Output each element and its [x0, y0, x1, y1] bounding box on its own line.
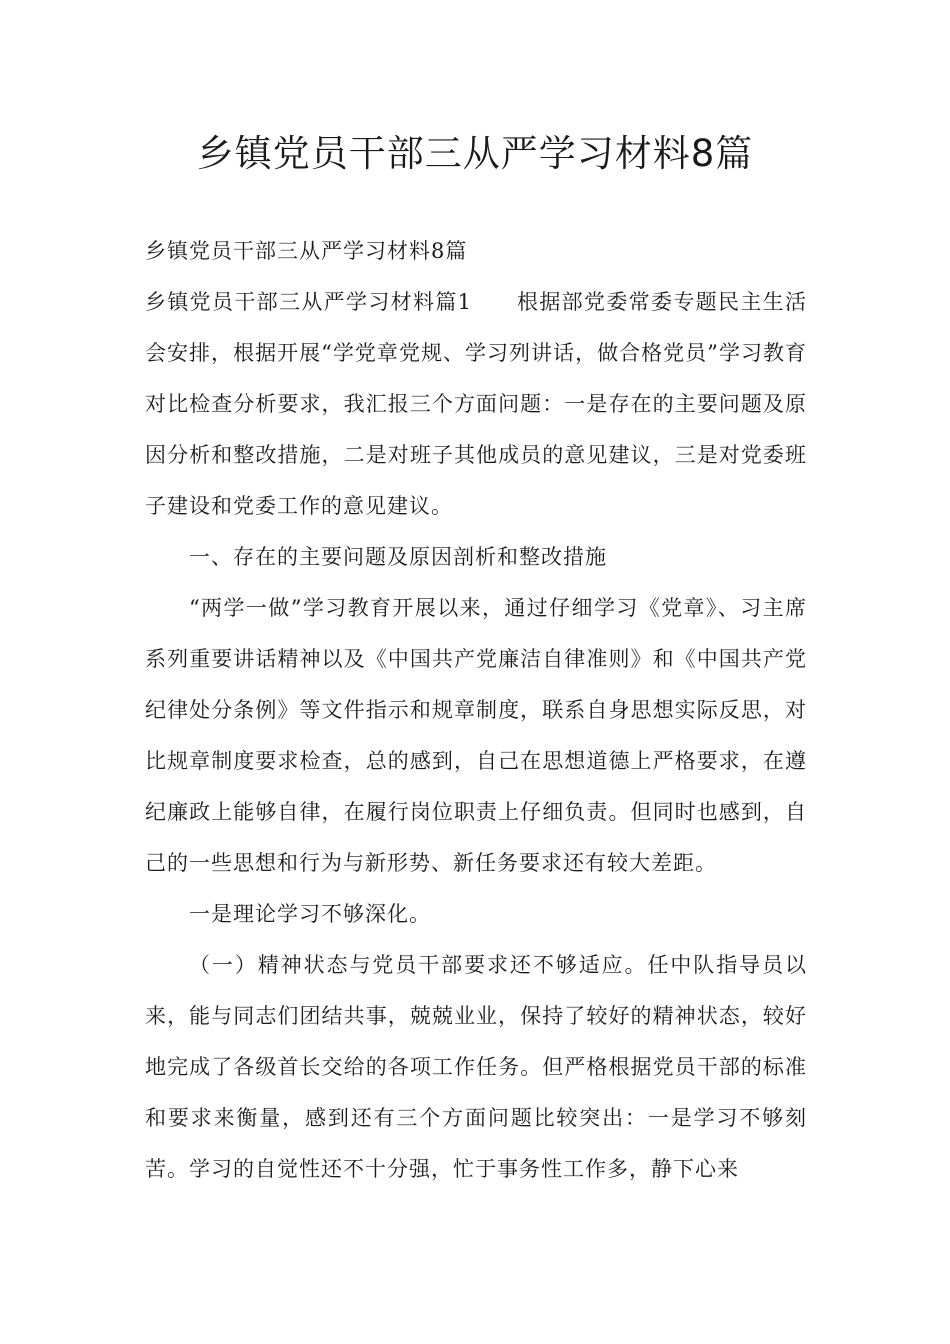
body-paragraph: “两学一做”学习教育开展以来，通过仔细学习《党章》、习主席系列重要讲话精神以及《中国共产党廉洁自律准则》和《中国共产党纪律处分条例》等文件指示和规章制度，联系自身思想实际反思，对比规章制度要求检查，总的感到，自己在思想道德上严格要求，在遵纪廉政上能够自律，在履行岗位职责上仔细负责。但同时也感到，自己的一些思想和行为与新形势、新任务要求还有较大差距。 [145, 596, 807, 875]
document-body [145, 226, 807, 1195]
document-title: 乡镇党员干部三从严学习材料8篇 [196, 132, 754, 175]
point-heading: 一是理论学习不够深化。 [189, 902, 431, 926]
subtitle-paragraph: 乡镇党员干部三从严学习材料8篇 [145, 239, 468, 263]
body-paragraph: （一）精神状态与党员干部要求还不够适应。任中队指导员以来，能与同志们团结共事，兢兢业业，保持了较好的精神状态，较好地完成了各级首长交给的各项工作任务。但严格根据党员干部的标准和要求来衡量，感到还有三个方面问题比较突出：一是学习不够刻苦。学习的自觉性还不十分强，忙于事务性工作多，静下心来 [145, 953, 807, 1181]
intro-paragraph: 乡镇党员干部三从严学习材料篇1 根据部党委常委专题民主生活会安排，根据开展“学党章党规、学习列讲话，做合格党员”学习教育对比检查分析要求，我汇报三个方面问题：一是存在的主要问题及原因分析和整改措施，二是对班子其他成员的意见建议，三是对党委班子建设和党委工作的意见建议。 [145, 290, 807, 518]
section-heading: 一、存在的主要问题及原因剖析和整改措施 [189, 545, 607, 569]
